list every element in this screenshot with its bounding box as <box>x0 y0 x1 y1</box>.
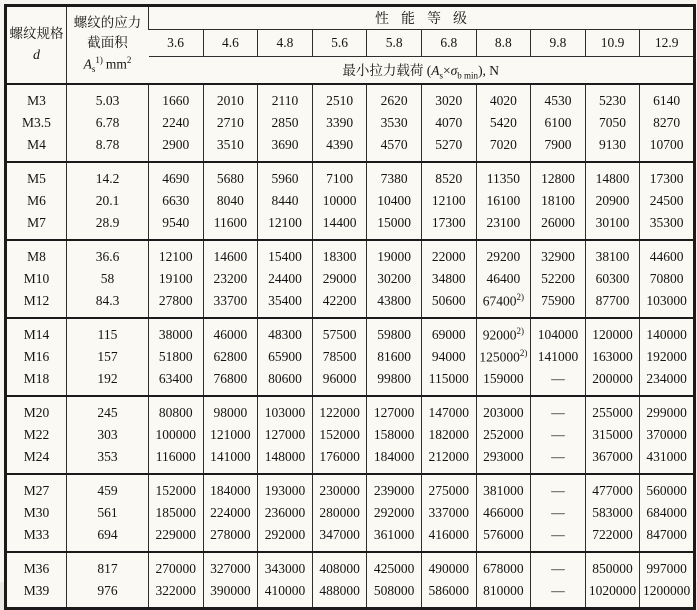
class-10.9: 10.9 <box>585 30 640 57</box>
load-value-cell: 5270 <box>421 134 476 162</box>
load-value-cell: 343000 <box>258 552 313 580</box>
thread-spec-symbol: d <box>33 47 40 63</box>
load-value-cell: 12100 <box>258 212 313 240</box>
load-value-cell: 2010 <box>203 84 258 112</box>
load-value-cell: 2240 <box>149 112 204 134</box>
load-value-cell: 63400 <box>149 368 204 396</box>
load-value-cell: 390000 <box>203 580 258 609</box>
load-value-cell: 19100 <box>149 268 204 290</box>
performance-class-header-row <box>6 6 695 30</box>
load-value-cell: 2850 <box>258 112 313 134</box>
load-value-cell: 5420 <box>476 112 531 134</box>
load-value-cell: 193000 <box>258 474 313 502</box>
load-value-cell: 224000 <box>203 502 258 524</box>
load-value-cell: 141000 <box>531 346 586 368</box>
table-row <box>6 346 695 368</box>
area-cell: 976 <box>67 580 149 609</box>
load-value-cell: 184000 <box>203 474 258 502</box>
load-value-cell: 17300 <box>640 162 695 190</box>
thread-spec-title: 螺纹规格 <box>9 25 64 41</box>
spec-cell: M20 <box>23 405 50 420</box>
load-value-cell: 32900 <box>531 240 586 268</box>
load-value-cell: 12100 <box>421 190 476 212</box>
load-value-cell: 466000 <box>476 502 531 524</box>
load-value-cell: 488000 <box>312 580 367 609</box>
load-value-cell: 185000 <box>149 502 204 524</box>
load-value-cell: 10400 <box>367 190 422 212</box>
load-value-cell: 229000 <box>149 524 204 552</box>
load-value-cell: 100000 <box>149 424 204 446</box>
area-cell: 8.78 <box>67 134 149 162</box>
load-value-cell: 35400 <box>258 290 313 318</box>
load-value-cell: 3390 <box>312 112 367 134</box>
load-value-cell: 416000 <box>421 524 476 552</box>
load-value-cell: 293000 <box>476 446 531 474</box>
load-value-cell: 43800 <box>367 290 422 318</box>
load-value-cell: 8440 <box>258 190 313 212</box>
load-value-cell: 10000 <box>312 190 367 212</box>
load-value-cell: 92000$^{2)}$ <box>476 318 531 346</box>
table-row <box>6 396 695 424</box>
load-value-cell: 103000 <box>640 290 695 318</box>
area-cell: 28.9 <box>67 212 149 240</box>
load-value-cell: 361000 <box>367 524 422 552</box>
stress-area-title-line2: 截面积 <box>87 35 128 51</box>
load-value-cell: 234000 <box>640 368 695 396</box>
load-value-cell: — <box>531 524 586 552</box>
load-value-cell: 7380 <box>367 162 422 190</box>
load-value-cell: 141000 <box>203 446 258 474</box>
class-6.8: 6.8 <box>421 30 476 57</box>
load-value-cell: 3510 <box>203 134 258 162</box>
load-value-cell: 67400$^{2)}$ <box>476 290 531 318</box>
table-row <box>6 162 695 190</box>
load-value-cell: 586000 <box>421 580 476 609</box>
load-value-cell: — <box>531 424 586 446</box>
load-value-cell: 2900 <box>149 134 204 162</box>
spec-cell: M18 <box>23 371 50 386</box>
load-value-cell: 51800 <box>149 346 204 368</box>
load-value-cell: 59800 <box>367 318 422 346</box>
load-value-cell: 148000 <box>258 446 313 474</box>
min-tensile-load-title <box>149 57 695 85</box>
load-value-cell: 158000 <box>367 424 422 446</box>
spec-cell: M4 <box>27 137 46 152</box>
load-value-cell: 9540 <box>149 212 204 240</box>
load-value-cell: 6100 <box>531 112 586 134</box>
spec-cell: M24 <box>23 449 50 464</box>
load-value-cell: 8040 <box>203 190 258 212</box>
load-value-cell: 182000 <box>421 424 476 446</box>
load-value-cell: 62800 <box>203 346 258 368</box>
load-value-cell: 120000 <box>585 318 640 346</box>
area-cell: 115 <box>67 318 149 346</box>
load-value-cell: 4070 <box>421 112 476 134</box>
table-row <box>6 318 695 346</box>
load-value-cell: 14800 <box>585 162 640 190</box>
spec-cell: M7 <box>27 215 46 230</box>
load-value-cell: 78500 <box>312 346 367 368</box>
load-value-cell: 722000 <box>585 524 640 552</box>
load-value-cell: 381000 <box>476 474 531 502</box>
load-value-cell: — <box>531 446 586 474</box>
load-value-cell: 425000 <box>367 552 422 580</box>
load-value-cell: 347000 <box>312 524 367 552</box>
load-value-cell: 103000 <box>258 396 313 424</box>
load-value-cell: 96000 <box>312 368 367 396</box>
table-row <box>6 446 695 474</box>
spec-cell: M30 <box>23 505 50 520</box>
load-value-cell: 508000 <box>367 580 422 609</box>
table-row <box>6 290 695 318</box>
load-value-cell: 337000 <box>421 502 476 524</box>
load-value-cell: 152000 <box>312 424 367 446</box>
load-value-cell: 60300 <box>585 268 640 290</box>
load-value-cell: 44600 <box>640 240 695 268</box>
table-row <box>6 580 695 609</box>
stress-area-formula: $A_s^{1)}$ $mm^2$ <box>83 55 132 75</box>
spec-cell: M36 <box>23 561 50 576</box>
load-value-cell: 69000 <box>421 318 476 346</box>
load-value-cell: — <box>531 474 586 502</box>
load-value-cell: 684000 <box>640 502 695 524</box>
load-value-cell: 560000 <box>640 474 695 502</box>
area-cell: 694 <box>67 524 149 552</box>
stress-area-header <box>67 6 149 85</box>
table-row <box>6 424 695 446</box>
load-value-cell: 76800 <box>203 368 258 396</box>
load-value-cell: 299000 <box>640 396 695 424</box>
load-value-cell: 8270 <box>640 112 695 134</box>
load-value-cell: 23200 <box>203 268 258 290</box>
min-tensile-load-formula: 最小拉力载荷 $(A_s\times\sigma_{b min})$, N <box>342 63 500 81</box>
load-value-cell: 2710 <box>203 112 258 134</box>
load-value-cell: 18100 <box>531 190 586 212</box>
load-value-cell: 6630 <box>149 190 204 212</box>
table-row <box>6 240 695 268</box>
load-value-cell: 38000 <box>149 318 204 346</box>
spec-cell: M3.5 <box>22 115 51 130</box>
load-value-cell: 87700 <box>585 290 640 318</box>
load-value-cell: 22000 <box>421 240 476 268</box>
load-value-cell: 5680 <box>203 162 258 190</box>
load-value-cell: 34800 <box>421 268 476 290</box>
table-row <box>6 474 695 502</box>
load-value-cell: 3530 <box>367 112 422 134</box>
load-value-cell: 4390 <box>312 134 367 162</box>
load-value-cell: 147000 <box>421 396 476 424</box>
load-value-cell: 1020000 <box>585 580 640 609</box>
load-value-cell: 2620 <box>367 84 422 112</box>
load-value-cell: 477000 <box>585 474 640 502</box>
table-row <box>6 368 695 396</box>
spec-cell: M14 <box>23 327 50 342</box>
load-value-cell: 38100 <box>585 240 640 268</box>
load-value-cell: 159000 <box>476 368 531 396</box>
load-value-cell: 14400 <box>312 212 367 240</box>
load-value-cell: 15400 <box>258 240 313 268</box>
table-row <box>6 112 695 134</box>
load-value-cell: 239000 <box>367 474 422 502</box>
load-value-cell: 29200 <box>476 240 531 268</box>
spec-group <box>6 396 695 474</box>
load-value-cell: 152000 <box>149 474 204 502</box>
load-value-cell: 7050 <box>585 112 640 134</box>
load-value-cell: 12800 <box>531 162 586 190</box>
load-value-cell: 15000 <box>367 212 422 240</box>
load-value-cell: 42200 <box>312 290 367 318</box>
spec-group <box>6 318 695 396</box>
spec-cell: M6 <box>27 193 46 208</box>
load-value-cell: — <box>531 552 586 580</box>
class-5.6: 5.6 <box>312 30 367 57</box>
load-value-cell: — <box>531 502 586 524</box>
area-cell: 20.1 <box>67 190 149 212</box>
load-value-cell: 7900 <box>531 134 586 162</box>
load-value-cell: 17300 <box>421 212 476 240</box>
load-value-cell: 140000 <box>640 318 695 346</box>
load-value-cell: 810000 <box>476 580 531 609</box>
load-value-cell: 18300 <box>312 240 367 268</box>
area-cell: 459 <box>67 474 149 502</box>
load-value-cell: 997000 <box>640 552 695 580</box>
load-value-cell: — <box>531 396 586 424</box>
area-cell: 303 <box>67 424 149 446</box>
property-class-table <box>4 4 696 610</box>
area-cell: 561 <box>67 502 149 524</box>
load-value-cell: 678000 <box>476 552 531 580</box>
load-value-cell: — <box>531 580 586 609</box>
spec-group <box>6 240 695 318</box>
area-cell: 817 <box>67 552 149 580</box>
area-cell: 58 <box>67 268 149 290</box>
class-8.8: 8.8 <box>476 30 531 57</box>
load-value-cell: 115000 <box>421 368 476 396</box>
load-value-cell: 11350 <box>476 162 531 190</box>
load-value-cell: 8520 <box>421 162 476 190</box>
load-value-cell: 192000 <box>640 346 695 368</box>
load-value-cell: 292000 <box>367 502 422 524</box>
load-value-cell: 50600 <box>421 290 476 318</box>
load-value-cell: 327000 <box>203 552 258 580</box>
load-value-cell: 6140 <box>640 84 695 112</box>
load-value-cell: 5960 <box>258 162 313 190</box>
load-value-cell: 490000 <box>421 552 476 580</box>
load-value-cell: 370000 <box>640 424 695 446</box>
load-value-cell: 94000 <box>421 346 476 368</box>
load-value-cell: 11600 <box>203 212 258 240</box>
load-value-cell: — <box>531 368 586 396</box>
load-value-cell: 23100 <box>476 212 531 240</box>
load-value-cell: 16100 <box>476 190 531 212</box>
load-value-cell: 576000 <box>476 524 531 552</box>
load-value-cell: 80600 <box>258 368 313 396</box>
load-value-cell: 81600 <box>367 346 422 368</box>
load-value-cell: 255000 <box>585 396 640 424</box>
load-value-cell: 121000 <box>203 424 258 446</box>
load-value-cell: 292000 <box>258 524 313 552</box>
table-header <box>6 6 695 85</box>
load-value-cell: 2510 <box>312 84 367 112</box>
spec-cell: M22 <box>23 427 50 442</box>
spec-group <box>6 84 695 162</box>
area-cell: 84.3 <box>67 290 149 318</box>
load-value-cell: 3020 <box>421 84 476 112</box>
load-value-cell: 7100 <box>312 162 367 190</box>
table-row <box>6 190 695 212</box>
spec-cell: M16 <box>23 349 50 364</box>
spec-group <box>6 162 695 240</box>
load-value-cell: 431000 <box>640 446 695 474</box>
load-value-cell: 850000 <box>585 552 640 580</box>
load-value-cell: 1660 <box>149 84 204 112</box>
load-value-cell: 230000 <box>312 474 367 502</box>
load-value-cell: 104000 <box>531 318 586 346</box>
load-value-cell: 52200 <box>531 268 586 290</box>
table-row <box>6 524 695 552</box>
load-value-cell: 4690 <box>149 162 204 190</box>
load-value-cell: 212000 <box>421 446 476 474</box>
table-row <box>6 134 695 162</box>
spec-cell: M5 <box>27 171 46 186</box>
class-5.8: 5.8 <box>367 30 422 57</box>
class-9.8: 9.8 <box>531 30 586 57</box>
stress-area-title-line1: 螺纹的应力 <box>73 14 142 30</box>
class-3.6: 3.6 <box>149 30 204 57</box>
spec-cell: M39 <box>23 583 50 598</box>
load-value-cell: 203000 <box>476 396 531 424</box>
thread-spec-header <box>6 6 67 85</box>
load-value-cell: 46000 <box>203 318 258 346</box>
load-value-cell: 252000 <box>476 424 531 446</box>
load-value-cell: 122000 <box>312 396 367 424</box>
load-value-cell: 3690 <box>258 134 313 162</box>
load-value-cell: 10700 <box>640 134 695 162</box>
table-row <box>6 268 695 290</box>
load-value-cell: 116000 <box>149 446 204 474</box>
load-value-cell: 583000 <box>585 502 640 524</box>
load-value-cell: 4530 <box>531 84 586 112</box>
spec-group <box>6 552 695 609</box>
load-value-cell: 9130 <box>585 134 640 162</box>
load-value-cell: 98000 <box>203 396 258 424</box>
load-value-cell: 24400 <box>258 268 313 290</box>
area-cell: 36.6 <box>67 240 149 268</box>
load-value-cell: 19000 <box>367 240 422 268</box>
load-value-cell: 75900 <box>531 290 586 318</box>
load-value-cell: 27800 <box>149 290 204 318</box>
load-value-cell: 7020 <box>476 134 531 162</box>
load-value-cell: 80800 <box>149 396 204 424</box>
load-value-cell: 20900 <box>585 190 640 212</box>
load-value-cell: 26000 <box>531 212 586 240</box>
load-value-cell: 99800 <box>367 368 422 396</box>
load-value-cell: 30100 <box>585 212 640 240</box>
load-value-cell: 184000 <box>367 446 422 474</box>
area-cell: 192 <box>67 368 149 396</box>
load-value-cell: 236000 <box>258 502 313 524</box>
table-row <box>6 212 695 240</box>
spec-cell: M8 <box>27 249 46 264</box>
load-value-cell: 847000 <box>640 524 695 552</box>
spec-group <box>6 474 695 552</box>
load-value-cell: 35300 <box>640 212 695 240</box>
performance-class-title: 性能等级 <box>149 6 695 30</box>
load-value-cell: 125000$^{2)}$ <box>476 346 531 368</box>
area-cell: 14.2 <box>67 162 149 190</box>
class-12.9: 12.9 <box>640 30 695 57</box>
load-value-cell: 367000 <box>585 446 640 474</box>
load-value-cell: 57500 <box>312 318 367 346</box>
load-value-cell: 176000 <box>312 446 367 474</box>
load-value-cell: 200000 <box>585 368 640 396</box>
class-4.8: 4.8 <box>258 30 313 57</box>
table-row <box>6 552 695 580</box>
table-row <box>6 502 695 524</box>
load-value-cell: 24500 <box>640 190 695 212</box>
load-value-cell: 127000 <box>367 396 422 424</box>
load-value-cell: 275000 <box>421 474 476 502</box>
load-value-cell: 1200000 <box>640 580 695 609</box>
load-value-cell: 33700 <box>203 290 258 318</box>
load-value-cell: 270000 <box>149 552 204 580</box>
load-value-cell: 48300 <box>258 318 313 346</box>
load-value-cell: 278000 <box>203 524 258 552</box>
load-value-cell: 408000 <box>312 552 367 580</box>
spec-cell: M27 <box>23 483 50 498</box>
area-cell: 245 <box>67 396 149 424</box>
spec-cell: M33 <box>23 527 50 542</box>
load-value-cell: 30200 <box>367 268 422 290</box>
load-value-cell: 280000 <box>312 502 367 524</box>
area-cell: 5.03 <box>67 84 149 112</box>
load-value-cell: 322000 <box>149 580 204 609</box>
load-value-cell: 2110 <box>258 84 313 112</box>
load-value-cell: 315000 <box>585 424 640 446</box>
area-cell: 353 <box>67 446 149 474</box>
area-cell: 157 <box>67 346 149 368</box>
load-value-cell: 14600 <box>203 240 258 268</box>
load-value-cell: 5230 <box>585 84 640 112</box>
load-value-cell: 127000 <box>258 424 313 446</box>
load-value-cell: 46400 <box>476 268 531 290</box>
class-4.6: 4.6 <box>203 30 258 57</box>
load-value-cell: 70800 <box>640 268 695 290</box>
load-value-cell: 163000 <box>585 346 640 368</box>
spec-cell: M3 <box>27 93 46 108</box>
load-value-cell: 4570 <box>367 134 422 162</box>
area-cell: 6.78 <box>67 112 149 134</box>
spec-cell: M10 <box>23 271 50 286</box>
table-row <box>6 84 695 112</box>
load-value-cell: 65900 <box>258 346 313 368</box>
load-value-cell: 29000 <box>312 268 367 290</box>
load-value-cell: 4020 <box>476 84 531 112</box>
load-value-cell: 410000 <box>258 580 313 609</box>
spec-cell: M12 <box>23 293 50 308</box>
load-value-cell: 12100 <box>149 240 204 268</box>
